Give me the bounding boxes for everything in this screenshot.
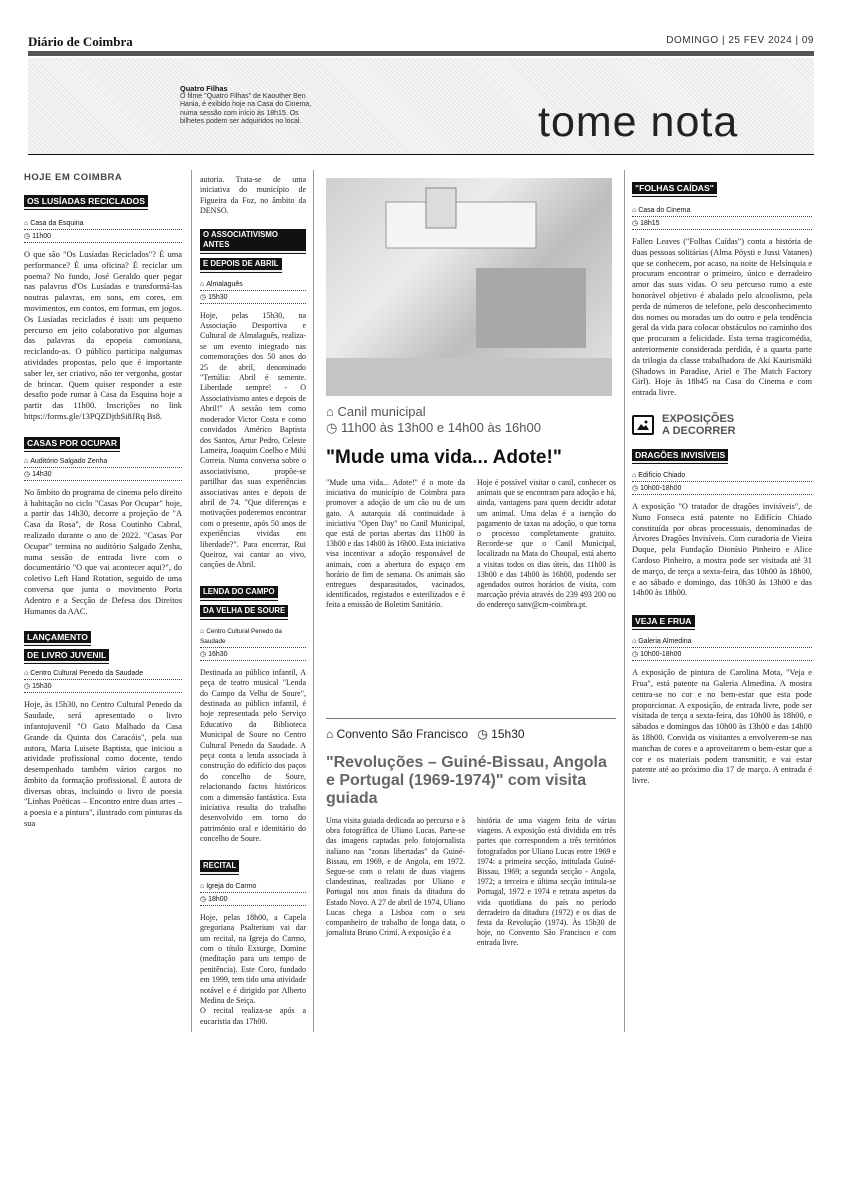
- feature-revolucoes: [326, 726, 616, 949]
- clock-icon: ◷: [24, 683, 31, 691]
- time-line: [632, 484, 812, 495]
- clock-icon: ◷: [200, 895, 207, 903]
- time: 10h00-18h00: [640, 651, 682, 659]
- article-body: Destinada ao público infantil, A peça de teatro musical "Lenda do Campo da Velha de Soure", destinada ao público infantil, é hoje representada pelo Serviço Educativo da Biblioteca Municipal de Soure no Centro Cultural Penedo da Saudade. A peça conta a lenda associada à construção do edifício dos paços do concelho de Soure, relacionando factos históricos com a dimensão fantástica. Esta iniciativa resulta do trabalho desenvolvido em torno do património oral e identitário do concelho de Soure.: [200, 667, 306, 844]
- feature-canil: [326, 404, 616, 611]
- feature-title: "Mude uma vida... Adote!": [326, 447, 562, 468]
- clock-icon: ◷: [632, 651, 639, 659]
- feature-body-left: Uma visita guiada dedicada ao percurso e à obra fotográfica de Uliano Lucas. Parte-se das imagens captadas pelo fotojornalista italiano nas "zonas libertadas" da Guiné-Bissau, em 1969, e de Angola, em 1972. Segue-se com o relato de duas viagens clandestinas, realizadas por Uliano e Portugal nos anos finais da ditadura do Estado Novo. A 27 de abril de 1974, Uliano Lucas chega a Lisboa com o seu companheiro de trabalho de longa data, o jornalista Bruno Crimi. A exposição é a: [326, 816, 465, 938]
- article-lancamento-livro: [24, 627, 182, 830]
- clock-icon: ◷: [24, 233, 31, 240]
- article-title: "FOLHAS CAÍDAS": [632, 182, 717, 196]
- feature-divider: [326, 718, 616, 719]
- article-title-line-2: DA VELHA DE SOURE: [200, 605, 288, 619]
- feature-body-right: história de uma viagem feita de várias viagens. A exposição está dividida em três partes que correspondem a três territórios fotografados por Uliano Lucas entre 1969 e 1974: a primeira secção, intitulada Guiné-Bissau, 1969; a segunda secção - Angola, 1972; a terceira e última secção intitula-se Portugal, 1972 e 1974 e retrata aspetos da vida quotidiana do país no período derradeiro da ditadura (1972) e os dias de festa da Revolução (1974). Às 15h30 de hoje, no Convento São Francisco e com entrada livre.: [477, 816, 616, 948]
- exhibitions-title-line-1: EXPOSIÇÕES: [662, 412, 735, 425]
- column-2: [200, 175, 306, 1027]
- pin-icon: ⌂: [200, 627, 205, 635]
- issue-date: DOMINGO | 25 FEV 2024 | 09: [666, 35, 814, 46]
- time: 11h00 às 13h00 e 14h00 às 16h00: [340, 420, 541, 435]
- col-separator-2: [313, 170, 314, 1032]
- time-line: [24, 470, 182, 481]
- photo-shape-hand: [476, 268, 586, 348]
- place-line: [200, 882, 306, 893]
- exhibition-icon: [632, 415, 654, 435]
- place-line: [632, 637, 812, 648]
- time: 18h00: [208, 895, 228, 903]
- column-1: [24, 172, 182, 830]
- time-line: [24, 232, 182, 243]
- time-line: [200, 650, 306, 661]
- exhibitions-title-line-2: A DECORRER: [662, 424, 736, 437]
- promo-title: Quatro Filhas: [180, 84, 228, 93]
- feature-body-right: Hoje é possível visitar o canil, conhecer os animais que se encontram para adoção e há, ainda, vantagens para quem decidir adotar um animal. Uma delas é a isenção do pagamento de taxas na adoção, o que torna o processo completamente gratuito. Recorde-se que o Canil Municipal, localizado na Mata do Choupal, está aberto a visitas todos os dias úteis, das 11h00 às 13h00 e das 14h00 às 16h00, podendo ser agendados outros horários de visita, com marcação prévia através do 239 493 200 ou do endereço sanv@cm-coimbra.pt.: [477, 478, 616, 610]
- place: Casa da Esquina: [30, 220, 84, 227]
- place: Edifício Chiado: [638, 471, 686, 479]
- promo-text: O filme "Quatro Filhas" de Kaouther Ben Hania, é exibido hoje na Casa do Cinema, numa sessão com início às 18h15. Os bilhetes podem ser adquiridos no local.: [180, 93, 312, 126]
- place: Galeria Almedina: [638, 638, 692, 646]
- time-line: [200, 895, 306, 906]
- promo-box: [180, 84, 320, 127]
- time-line: [200, 293, 306, 304]
- article-body: Fallen Leaves ("Folhas Caídas") conta a história de duas pessoas solitárias (Alma Pöysti e Jussi Vatanen) que se conhecem, por acaso, na noite de Helsínquia e procuram encontrar o primeiro, único e derradeiro amor das suas vidas. O seu percurso rumo a este honorável objetivo é abalado pelo alcoolismo, pela perda de números de telefone, pelo desconhecimento dos nomes ou moradas um do outro e pela tendência geral da vida para colocar obstáculos no caminho dos que procuram a felicidade. Esta terna tragicomédia, anteriormente considerada perdida, é a quarta parte da trilogia da classe trabalhadora de Aki Kaurismäki (Shadows in Paradise, Ariel e The Match Factory Girl). Hoje às 18h45 na Casa do Cinema e com entrada livre.: [632, 237, 812, 398]
- place: Igreja do Carmo: [206, 882, 257, 890]
- article-body: Hoje, pelas 15h30, na Associação Desportiva e Cultural de Almalaguês, realiza-se um evento integrado nas comemorações dos 50 anos do 25 de abril, denominado "Tertúlia: Abril é semente. Liberdade sempre! - O Associativismo antes e depois de Abril!" A sessão tem como moderador Victor Costa e como convidados Américo Baptista dos Santos, Artur Pedro, Celeste Lameira, Joaquim Coelho e Milú Correia. Numa conversa sobre o associativismo, propõe-se partilhar das suas experiências associativas antes e depois de abril de 74. "Que diferenças e motivações poderemos encontrar com o presente, após 50 anos de experiências vividas em liberdade?". Para encerrar, Rui Queiroz, vai cantar ao vivo, canções de Abril.: [200, 310, 306, 570]
- article-body: No âmbito do programa de cinema pelo direito à habitação no ciclo "Casas Por Ocupar" hoje, a partir das 14h30, decorre a projeção de "A Casa da Rosa", de Rosa Coutinho Cabral, realizado durante o ano de 2022. "Casas Por Ocupar" termina no auditório Salgado Zenha, numa sessão de entrada livre com o documentário "O que vai acontecer aqui?", do coletivo Left Hand Rotation, seguido de uma conversa que junta o movimento Porta Adentro e a Secção de Defesa dos Direitos Humanos da AAC.: [24, 487, 182, 616]
- time: 18h15: [640, 220, 660, 227]
- pin-icon: ⌂: [632, 471, 637, 479]
- place-line: [632, 206, 812, 217]
- article-title: CASAS POR OCUPAR: [24, 437, 120, 451]
- article-body: Hoje, às 15h30, no Centro Cultural Penedo da Saudade, será apresentado o livro infantojuvenil "O Gato Malhado da Casa Grande da Quinta dos Caracóis", pela sua autora, Maria Luisete Baptista, que iniciou a atividade profissional como docente, tendo desempenhado também vários cargos no âmbito da formação profissional. É autora de diversas obras, incluindo o livro de poesia "Linhas Poéticas – Encontro entre duas artes – a poesia e a pintura", ilustrado com pinturas da sua: [24, 700, 182, 829]
- time-line: [632, 219, 812, 230]
- photo-illustration: [326, 178, 612, 396]
- article-recital: [200, 855, 306, 1027]
- paper-logo: Diário de Coimbra: [28, 34, 133, 49]
- article-body: O que são "Os Lusíadas Reciclados"? É uma performance? É uma oficina? É reciclar um poema? No fundo, José Geraldo quer pegar nas palavras d'Os Lusíadas e transformá-las noutras palavras, em sons, em cores, em movimentos, em contos, em formas, em jogos. Os Lusíadas reciclados é isso: um pequeno percurso em jeito colaborativo por algumas das palavras da epopeia camoniana, reciclando-as. O público participa nalgumas atividades propostas, pelo que é importante saber ler, ser criativo, não ter vergonha, gostar de brincar. Quem quiser responder a este desafio pode rumar à Casa da Esquina hoje a partir das 11h00. Inscrições no link https://forms.gle/13PQZDjtbSi8JRq Bs8.: [24, 250, 182, 421]
- time: 10h00-18h00: [640, 484, 682, 492]
- clock-icon: ◷: [200, 293, 207, 301]
- article-dragoes-invisiveis: [632, 445, 812, 599]
- article-title-line-1: LENDA DO CAMPO: [200, 586, 278, 600]
- place: Canil municipal: [337, 404, 426, 419]
- place-line: [24, 669, 182, 680]
- article-continuation: autoria. Trata-se de uma iniciativa do município de Figueira da Foz, no âmbito da DENSO.: [200, 175, 306, 216]
- place: Centro Cultural Penedo da Saudade: [30, 670, 144, 678]
- place: Convento São Francisco: [336, 727, 468, 741]
- article-title: OS LUSÍADAS RECICLADOS: [24, 195, 148, 209]
- article-body: A exposição "O tratador de dragões invisíveis", de Nuno Fonseca está patente no Edifício Chiado constituída por obras processuais, denominadas de Árvores Dragões Invisíveis. Com curadoria de Vieira Duque, pela Fundação Dionísio Pinheiro e Alice Cardoso Pinheiro, a mostra pode ser visitada até 31 de março, de terça a sexta-feira, das 10h00 às 18h00, e ao sábado e domingo, das 10h30 às 13h00 e das 14h00 às 18h00.: [632, 501, 812, 598]
- clock-icon: ◷: [632, 484, 639, 492]
- pin-icon: ⌂: [200, 280, 205, 288]
- article-title-line-1: LANÇAMENTO: [24, 631, 91, 645]
- masthead: [28, 34, 814, 50]
- kicker-hoje-em-coimbra: HOJE EM COIMBRA: [24, 172, 123, 183]
- photo-shape-box: [426, 188, 456, 228]
- article-casas-por-ocupar: [24, 433, 182, 618]
- section-title: tome nota: [538, 98, 739, 146]
- time: 14h30: [32, 470, 52, 478]
- picture-icon: [636, 419, 650, 431]
- article-title-line-2: DE LIVRO JUVENIL: [24, 649, 109, 663]
- article-title: RECITAL: [200, 860, 239, 874]
- time-line: [632, 650, 812, 661]
- header-rule: [28, 154, 814, 155]
- pin-icon: ⌂: [24, 457, 29, 465]
- pin-icon: ⌂: [24, 220, 29, 227]
- column-5: [632, 178, 812, 787]
- clock-icon: ◷: [24, 470, 31, 478]
- feature-photo: [326, 178, 612, 396]
- exhibitions-title: [662, 413, 736, 437]
- photo-shape-paper: [386, 202, 536, 248]
- time: 15h30: [491, 727, 525, 741]
- time: 15h30: [32, 683, 52, 691]
- place-line: [200, 627, 306, 648]
- article-lenda-campo-velha: [200, 581, 306, 845]
- place-line: [200, 280, 306, 291]
- time: 11h00: [32, 233, 52, 240]
- time: 16h30: [208, 650, 228, 658]
- place: Almalaguês: [206, 280, 243, 288]
- pin-icon: ⌂: [200, 882, 205, 890]
- masthead-band: [28, 51, 814, 56]
- place-line: [326, 404, 616, 420]
- article-body: A exposição de pintura de Carolina Mota, "Veja e Frua", está patente na Galeria Almedina. A mostra centra-se no cor e no bem-estar que esta pode proporcionar. A exposição, de entrada livre, pode ser visitada de terça a sexta-feira, das 10h00 às 18h00, e sábados e domingos das 10h00 às 13h00 e das 14h00 às 18h00. Convida os visitantes a envolverem-se nas manchas de cores e a aproveitarem o bem-estar que a cor e os materiais podem transmitir, e vai estar patente até ao próximo dia 17 de março. A entrada é livre.: [632, 668, 812, 786]
- feature-title: "Revoluções – Guiné-Bissau, Angola e Portugal (1969-1974)" com visita guiada: [326, 754, 607, 807]
- place-line: [24, 219, 182, 230]
- place: Centro Cultural Penedo da Saudade: [200, 627, 282, 645]
- place-line: [632, 471, 812, 482]
- feature-body: [326, 816, 616, 949]
- article-title: VEJA E FRUA: [632, 615, 695, 629]
- clock-icon: ◷: [326, 420, 338, 435]
- pin-icon: ⌂: [326, 404, 334, 419]
- time-line: [24, 682, 182, 693]
- article-folhas-caidas: [632, 178, 812, 399]
- pin-icon: ⌂: [24, 670, 29, 678]
- pin-icon: ⌂: [632, 207, 637, 214]
- article-title: DRAGÕES INVISÍVEIS: [632, 449, 728, 463]
- article-associativismo: [200, 229, 306, 571]
- clock-icon: ◷: [632, 220, 639, 227]
- place: Casa do Cinema: [638, 207, 691, 214]
- col-separator-3: [624, 170, 625, 1032]
- feature-body-left: "Mude uma vida... Adote!" é o mote da iniciativa do município de Coimbra para promover a adoção de um cão ou de um gato. A autarquia dá continuidade à iniciativa "Open Day" no Canil Municipal, que está de portas abertas das 11h00 às 13h00 e das 14h00 às 16h00. Esta iniciativa visa incentivar a adoção responsável de animais, com a abertura do espaço em horário de fim de semana. Os animais são entregues desparasitados, vacinados, identificados, registados e esterilizados e é feita a emissão de Boletim Sanitário.: [326, 478, 465, 610]
- article-lusiadas: [24, 191, 182, 423]
- time-line: [326, 420, 616, 436]
- exhibitions-heading: [632, 413, 812, 437]
- article-veja-e-frua: [632, 611, 812, 787]
- article-title-line-1: O ASSOCIATIVISMO ANTES: [200, 229, 306, 253]
- time: 15h30: [208, 293, 228, 301]
- pin-icon: ⌂: [632, 638, 637, 646]
- article-body: Hoje, pelas 18h00, a Capela gregoriana Psalterium vai dar um recital, na Igreja do Carmo, com o título Exsurge, Domine (meditação para um tempo de penitência). Este Coro, fundado em 1999, tem tido uma atividade notável e é dirigido por Alberto Medina de Seiça. O recital realiza-se após a eucaristia das 17h00.: [200, 912, 306, 1026]
- photo-shape-table: [326, 358, 612, 396]
- feature-body: [326, 478, 616, 611]
- place-line: [24, 457, 182, 468]
- col-separator-1: [191, 170, 192, 1032]
- pin-icon: ⌂: [326, 727, 334, 741]
- place: Auditório Salgado Zenha: [30, 457, 108, 465]
- article-title-line-2: E DEPOIS DE ABRIL: [200, 258, 282, 272]
- clock-icon: ◷: [200, 650, 207, 658]
- place-time-line: [326, 726, 616, 742]
- clock-icon: ◷: [477, 727, 488, 741]
